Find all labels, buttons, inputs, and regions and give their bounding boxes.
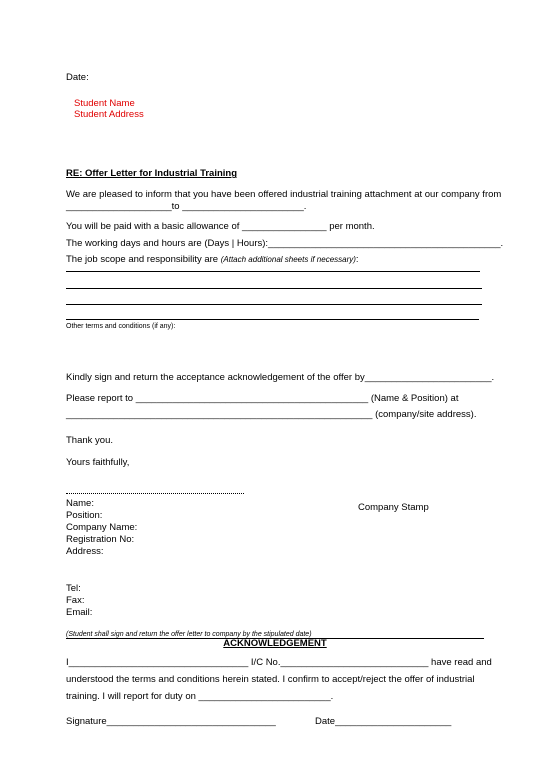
- intro-line-1: We are pleased to inform that you have been offered industrial training attachment at our company from: [66, 189, 502, 200]
- job-scope-note: (Attach additional sheets if necessary): [220, 255, 356, 264]
- fax-field-label: Fax:: [66, 595, 85, 606]
- student-address: Student Address: [74, 109, 144, 120]
- date-field: Date______________________: [315, 716, 452, 727]
- working-days-line: The working days and hours are (Days | Hours):____________________________________________.: [66, 238, 504, 249]
- ack-line-1: I__________________________________ I/C No.____________________________ have read and: [66, 657, 492, 668]
- company-stamp-label: Company Stamp: [358, 502, 429, 513]
- report-line-1: Please report to ____________________________________________ (Name & Position) at: [66, 393, 459, 404]
- job-scope-blank-3: [66, 304, 482, 305]
- ack-line-3: training. I will report for duty on _________________________.: [66, 691, 334, 702]
- kindly-sign-line: Kindly sign and return the acceptance acknowledgement of the offer by________________________.: [66, 372, 495, 383]
- job-scope-blank-1: [66, 271, 480, 272]
- ack-line-2: understood the terms and conditions herein stated. I confirm to accept/reject the offer of industrial: [66, 674, 475, 685]
- company-name-field-label: Company Name:: [66, 522, 138, 533]
- email-field-label: Email:: [66, 607, 93, 618]
- name-field-label: Name:: [66, 498, 94, 509]
- allowance-line: You will be paid with a basic allowance of ________________ per month.: [66, 221, 375, 232]
- thank-you: Thank you.: [66, 435, 113, 446]
- yours-faithfully: Yours faithfully,: [66, 457, 130, 468]
- acknowledgement-heading: ACKNOWLEDGEMENT: [223, 638, 327, 649]
- job-scope-blank-2: [66, 288, 482, 289]
- job-scope-blank-4: [66, 319, 479, 320]
- subject-heading: RE: Offer Letter for Industrial Training: [66, 168, 238, 179]
- signature-dotted-line: [66, 493, 244, 494]
- student-note: (Student shall sign and return the offer letter to company by the stipulated date): [66, 631, 312, 638]
- registration-no-field-label: Registration No:: [66, 534, 135, 545]
- report-line-2: __________________________________________________________ (company/site address).: [66, 409, 477, 420]
- job-scope-colon: :: [355, 254, 359, 265]
- intro-line-2: ____________________to _______________________.: [66, 201, 307, 212]
- student-name: Student Name: [74, 98, 135, 109]
- address-field-label: Address:: [66, 546, 104, 557]
- signature-field: Signature________________________________: [66, 716, 276, 727]
- date-label: Date:: [66, 72, 89, 83]
- position-field-label: Position:: [66, 510, 103, 521]
- tel-field-label: Tel:: [66, 583, 81, 594]
- job-scope-line: [66, 254, 359, 266]
- job-scope-label: The job scope and responsibility are: [66, 254, 221, 265]
- other-terms-label: Other terms and conditions (if any):: [66, 323, 176, 330]
